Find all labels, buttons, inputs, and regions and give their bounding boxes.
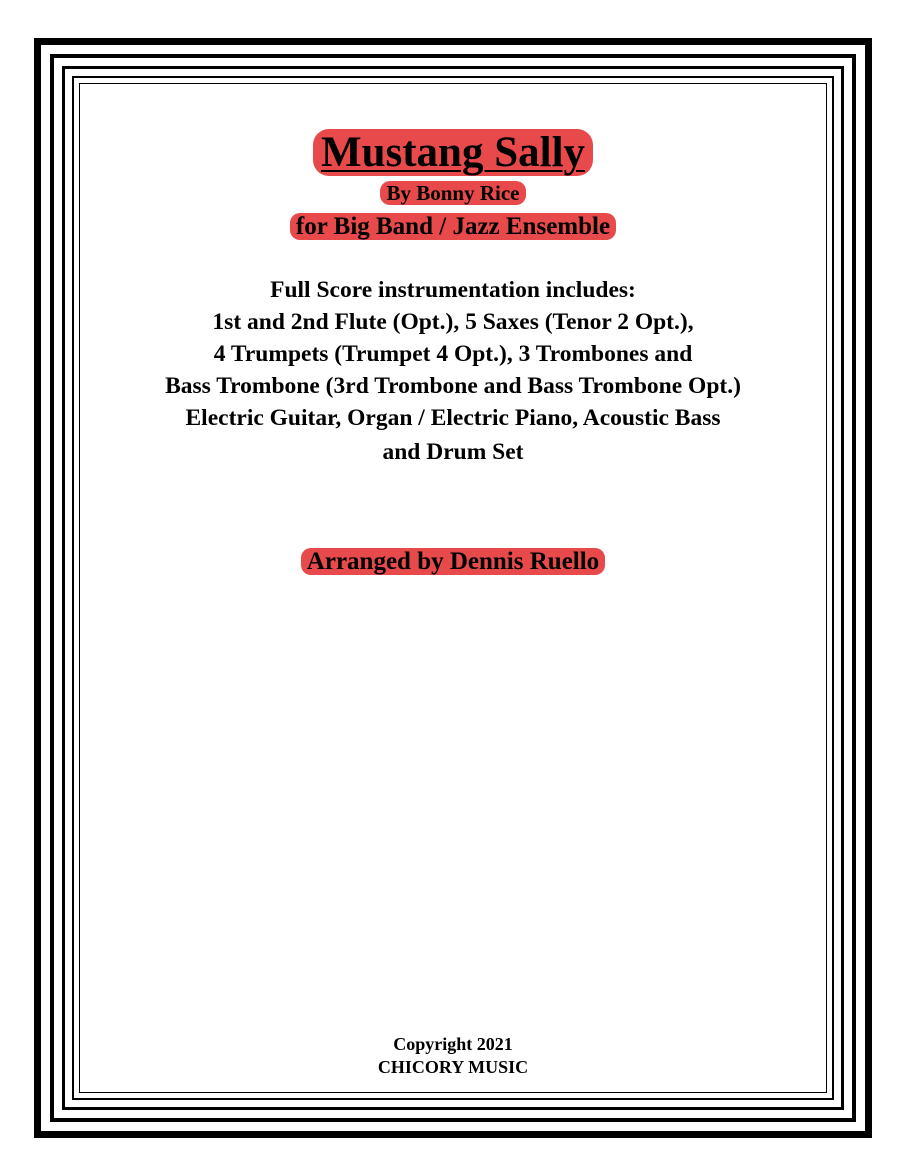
composer-credit: By Bonny Rice — [380, 181, 525, 205]
title-line — [80, 126, 826, 180]
ensemble-subtitle: for Big Band / Jazz Ensemble — [290, 213, 616, 240]
instrumentation-line: Bass Trombone (3rd Trombone and Bass Trombone Opt.) — [165, 373, 741, 399]
cover-page-content — [80, 84, 826, 1092]
arranger-line — [80, 546, 826, 577]
instrumentation-line: 1st and 2nd Flute (Opt.), 5 Saxes (Tenor 2 Opt.), — [212, 309, 694, 335]
arranger-credit: Arranged by Dennis Ruello — [301, 548, 605, 575]
title-text: Mustang Sally — [313, 129, 593, 176]
instrumentation-line: 4 Trumpets (Trumpet 4 Opt.), 3 Trombones and — [213, 341, 693, 367]
instrumentation-block — [80, 274, 826, 468]
instrumentation-line: and Drum Set — [382, 439, 524, 465]
copyright-block — [80, 1033, 826, 1079]
byline-line — [80, 180, 826, 206]
copyright-year: Copyright 2021 — [393, 1034, 513, 1054]
instrumentation-heading: Full Score instrumentation includes: — [270, 277, 636, 303]
publisher-name: CHICORY MUSIC — [377, 1057, 529, 1077]
subtitle-line — [80, 211, 826, 242]
instrumentation-line: Electric Guitar, Organ / Electric Piano, Acoustic Bass — [185, 405, 721, 431]
